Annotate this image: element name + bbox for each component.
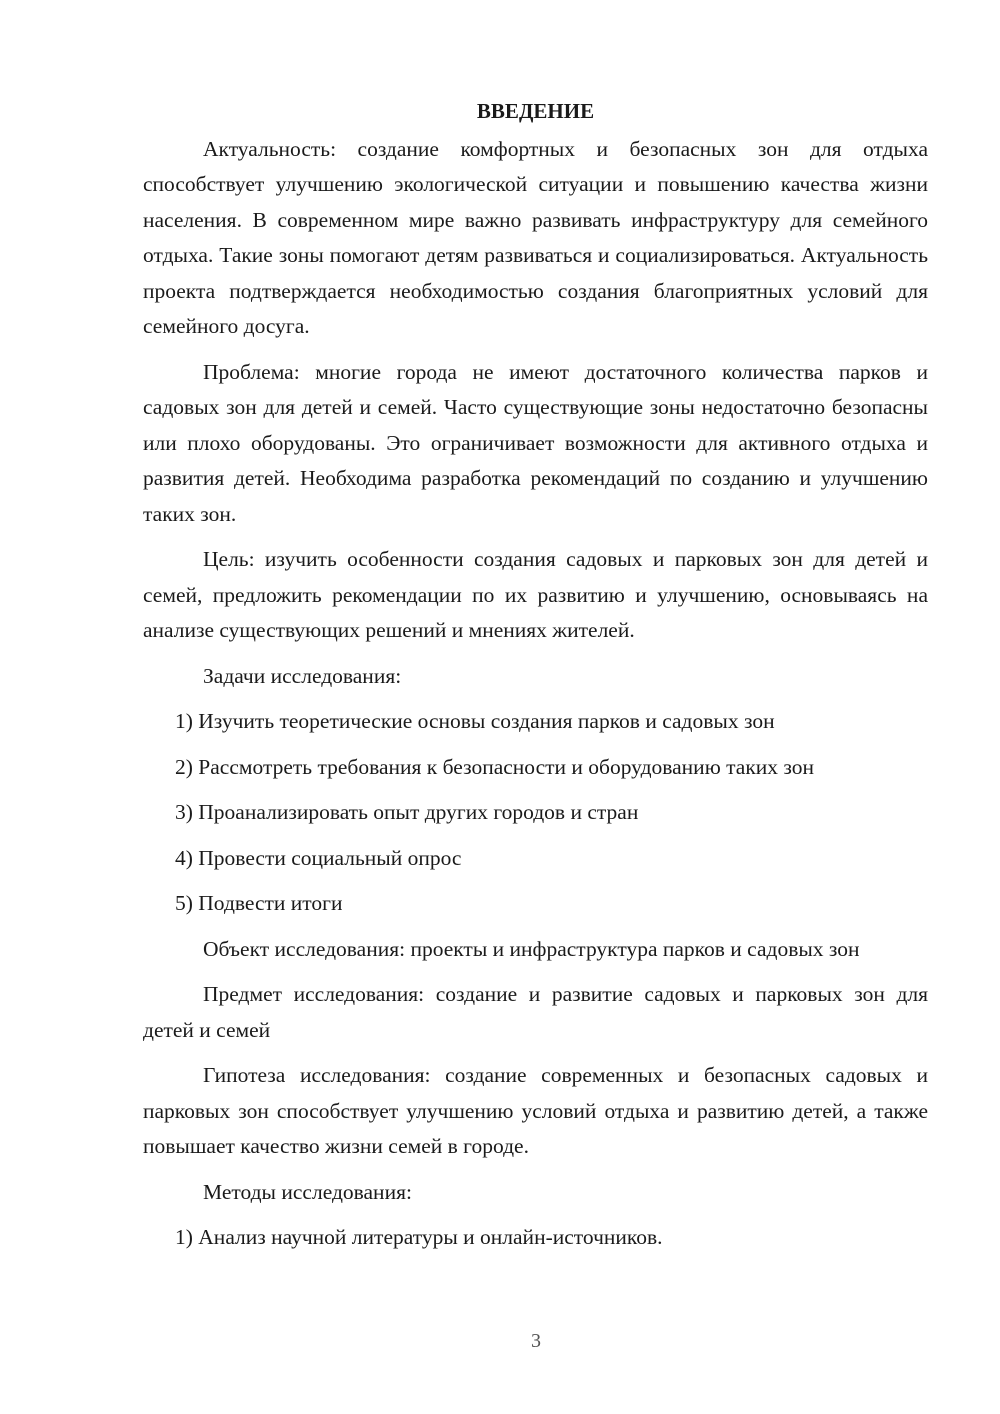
list-item: 3) Проанализировать опыт других городов и стран bbox=[175, 800, 639, 824]
methods-label: Методы исследования: bbox=[203, 1179, 412, 1204]
tasks-list bbox=[143, 704, 928, 922]
list-item: 1) Изучить теоретические основы создания парков и садовых зон bbox=[175, 709, 775, 733]
page-number: 3 bbox=[531, 1330, 541, 1352]
paragraph-hypothesis: Гипотеза исследования: создание современных и безопасных садовых и парковых зон способствует улучшению условий отдыха и развитию детей, а также повышает качество жизни семей в городе. bbox=[143, 1063, 928, 1158]
methods-list bbox=[143, 1220, 928, 1256]
list-item: 2) Рассмотреть требования к безопасности и оборудованию таких зон bbox=[175, 754, 815, 779]
document-page bbox=[143, 94, 928, 1266]
tasks-label: Задачи исследования: bbox=[203, 663, 402, 688]
paragraph-goal: Цель: изучить особенности создания садовых и парковых зон для детей и семей, предложить рекомендации по их развитию и улучшению, основываясь на анализе существующих решений и мнениях жителей. bbox=[143, 547, 928, 642]
paragraph-subject: Предмет исследования: создание и развитие садовых и парковых зон для детей и семей bbox=[143, 982, 928, 1042]
list-item: 5) Подвести итоги bbox=[175, 891, 343, 915]
paragraph-relevance: Актуальность: создание комфортных и безопасных зон для отдыха способствует улучшению экологической ситуации и повышению качества жизни населения. В современном мире важно развивать инфраструктуру для семейного отдыха. Такие зоны помогают детям развиваться и социализироваться. Актуальность проекта подтверждается необходимостью создания благоприятных условий для семейного досуга. bbox=[143, 136, 928, 338]
list-item: 4) Провести социальный опрос bbox=[175, 845, 462, 870]
section-title: ВВЕДЕНИЕ bbox=[476, 99, 595, 123]
paragraph-problem: Проблема: многие города не имеют достаточного количества парков и садовых зон для детей и семей. Часто существующие зоны недостаточно безопасны или плохо оборудованы. Это ограничивает возможности для активного отдыха и развития детей. Необходима разработка рекомендаций по созданию и улучшению таких зон. bbox=[143, 359, 928, 526]
paragraph-object: Объект исследования: проекты и инфраструктура парков и садовых зон bbox=[203, 936, 860, 961]
list-item: 1) Анализ научной литературы и онлайн-источников. bbox=[175, 1225, 663, 1249]
